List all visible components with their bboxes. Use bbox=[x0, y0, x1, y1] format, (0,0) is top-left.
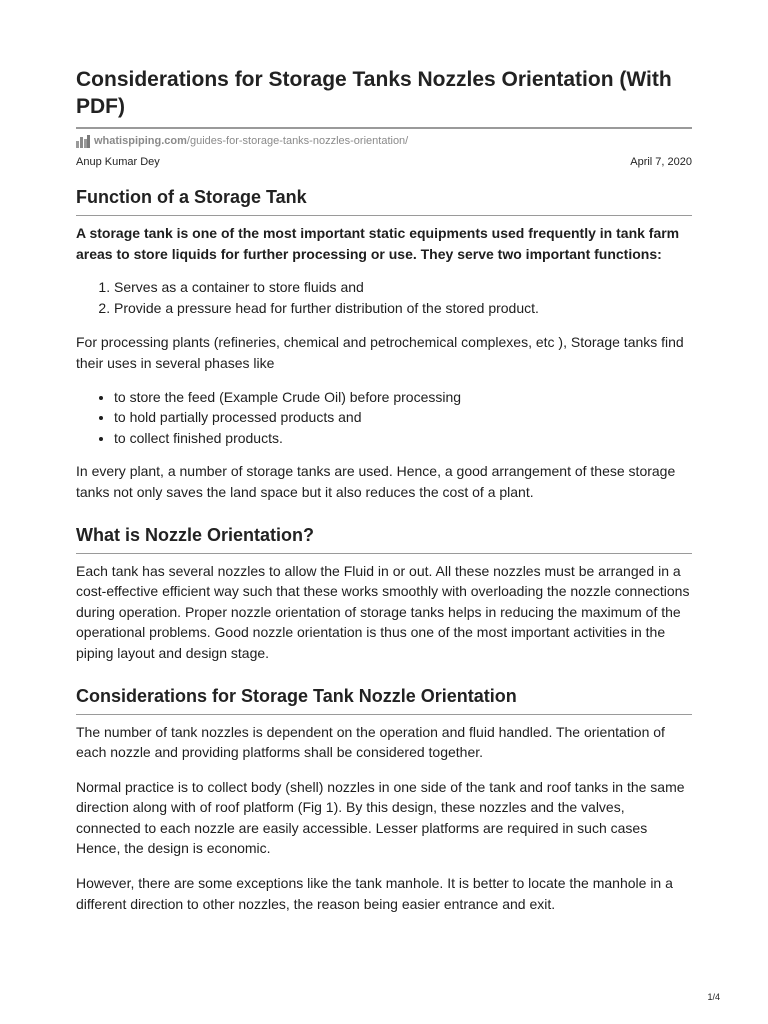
paragraph: Each tank has several nozzles to allow the Fluid in or out. All these nozzles must be arranged in a cost-effective efficient way such that these works smoothly with overloading the nozzle connections during operation. Proper nozzle orientation of storage tanks helps in reducing the maximum of the operational problems. Good nozzle orientation is thus one of the most important activities in the piping layout and design stage. bbox=[76, 562, 690, 661]
section-divider bbox=[76, 714, 692, 715]
uses-list bbox=[76, 387, 692, 449]
paragraph: The number of tank nozzles is dependent on the operation and fluid handled. The orientation of each nozzle and providing platforms shall be considered together. bbox=[76, 723, 665, 761]
section-divider bbox=[76, 215, 692, 216]
page-title: Considerations for Storage Tanks Nozzles Orientation (With PDF) bbox=[76, 68, 672, 118]
section-heading: Function of a Storage Tank bbox=[76, 187, 307, 207]
section-heading: Considerations for Storage Tank Nozzle Orientation bbox=[76, 685, 517, 706]
section-heading: What is Nozzle Orientation? bbox=[76, 524, 315, 545]
list-item: • to hold partially processed products and bbox=[114, 407, 692, 428]
list-item: 1. Serves as a container to store fluids and bbox=[114, 277, 692, 298]
functions-list bbox=[76, 277, 692, 318]
section-considerations bbox=[76, 684, 692, 915]
title-divider bbox=[76, 127, 692, 129]
author-name: Anup Kumar Dey bbox=[76, 156, 160, 168]
section-function bbox=[76, 185, 692, 503]
paragraph: In every plant, a number of storage tanks are used. Hence, a good arrangement of these storage tanks not only saves the land space but it also reduces the cost of a plant. bbox=[76, 463, 676, 500]
list-item: 2. Provide a pressure head for further distribution of the stored product. bbox=[114, 298, 692, 319]
paragraph: However, there are some exceptions like the tank manhole. It is better to locate the manhole in a different direction to other nozzles, the reason being easier entrance and exit. bbox=[76, 875, 673, 912]
list-item: • to store the feed (Example Crude Oil) before processing bbox=[114, 387, 692, 408]
publish-date: April 7, 2020 bbox=[630, 156, 692, 168]
lead-paragraph: A storage tank is one of the most important static equipments used frequently in tank farm areas to store liquids for further processing or use. They serve two important functions: bbox=[76, 225, 680, 262]
article-meta bbox=[76, 154, 692, 170]
section-divider bbox=[76, 553, 692, 554]
article bbox=[76, 66, 692, 914]
section-nozzle-orientation bbox=[76, 523, 692, 664]
source-path[interactable]: /guides-for-storage-tanks-nozzles-orientation/ bbox=[186, 135, 409, 147]
source-domain[interactable]: whatispiping.com bbox=[94, 135, 187, 147]
source-url[interactable] bbox=[76, 133, 692, 149]
list-item: • to collect finished products. bbox=[114, 428, 692, 449]
paragraph: For processing plants (refineries, chemical and petrochemical complexes, etc ), Storage tanks find their uses in several phases like bbox=[76, 334, 684, 371]
page-number: 1/4 bbox=[707, 992, 720, 1002]
paragraph: Normal practice is to collect body (shell) nozzles in one side of the tank and roof tanks in the same direction along with of roof platform (Fig 1). By this design, these nozzles and the valves, connected to each nozzle are easily accessible. Lesser platforms are required in such cases Hence, the design is economic. bbox=[76, 778, 685, 857]
site-favicon-icon bbox=[76, 134, 90, 148]
